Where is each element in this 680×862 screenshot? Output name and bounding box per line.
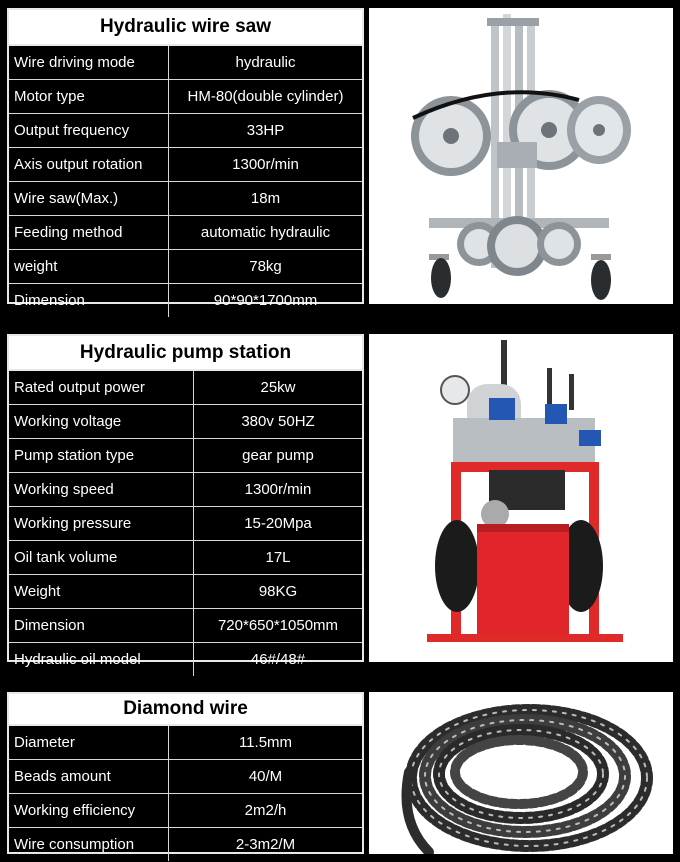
spec-value: 2-3m2/M [235,836,296,853]
diamond-wire-rows [9,726,362,861]
spec-label: Wire saw(Max.) [9,182,169,215]
spec-value: 18m [250,190,281,207]
spec-label: Beads amount [9,760,169,793]
spec-value: automatic hydraulic [200,224,331,241]
spec-value: 78kg [249,258,282,275]
spec-label: Rated output power [9,371,194,404]
spec-label: Dimension [9,284,169,317]
spec-row [9,250,362,284]
spec-value: 33HP [246,122,285,139]
spec-value: 17L [265,549,291,566]
spec-row [9,794,362,828]
spec-value: 1300r/min [232,156,299,173]
spec-row [9,726,362,760]
spec-value: 15-20Mpa [244,515,312,532]
spec-row [9,541,362,575]
spec-row [9,216,362,250]
spec-label: Output frequency [9,114,169,147]
wire-saw-section [7,8,673,309]
spec-label: Working speed [9,473,194,506]
pump-station-machine-image [369,334,673,662]
spec-value: 1300r/min [244,481,312,498]
spec-label: Axis output rotation [9,148,169,181]
pump-station-photo [369,334,673,662]
spec-value: 98KG [258,583,298,600]
spec-row [9,609,362,643]
spec-label: Diameter [9,726,169,759]
diamond-wire-title: Diamond wire [9,694,362,726]
wire-saw-photo [369,8,673,304]
spec-row [9,371,362,405]
spec-label: Wire consumption [9,828,169,861]
spec-row [9,148,362,182]
wire-saw-spec-table [7,8,364,309]
spec-value: 90*90*1700mm [213,292,318,309]
spec-row [9,114,362,148]
pump-station-section [7,334,673,668]
spec-row [9,405,362,439]
spec-label: Weight [9,575,194,608]
spec-row [9,80,362,114]
spec-label: Dimension [9,609,194,642]
spec-row [9,439,362,473]
spec-label: Working pressure [9,507,194,540]
spec-row [9,284,362,317]
spec-value: HM-80(double cylinder) [187,88,344,105]
spec-label: Wire driving mode [9,46,169,79]
wire-saw-rows [9,46,362,317]
spec-value: 46#/48# [250,651,306,668]
spec-value: 380v 50HZ [241,413,315,430]
spec-value: gear pump [242,447,314,464]
spec-label: Hydraulic oil model [9,643,194,676]
spec-row [9,182,362,216]
spec-value: 11.5mm [238,734,293,751]
diamond-wire-spec-table [7,692,364,854]
spec-value: 25kw [260,379,296,396]
wire-saw-title: Hydraulic wire saw [9,10,362,46]
spec-label: Working efficiency [9,794,169,827]
pump-station-title: Hydraulic pump station [9,336,362,371]
diamond-wire-section [7,692,673,854]
pump-station-rows [9,371,362,676]
spec-label: Oil tank volume [9,541,194,574]
diamond-wire-photo [369,692,673,854]
spec-label: Motor type [9,80,169,113]
spec-label: Working voltage [9,405,194,438]
spec-label: Pump station type [9,439,194,472]
spec-value: 40/M [248,768,283,785]
diamond-wire-coil-image [369,692,673,854]
spec-label: Feeding method [9,216,169,249]
spec-value: 2m2/h [244,802,287,819]
spec-row [9,575,362,609]
spec-value: hydraulic [235,54,296,71]
wire-saw-machine-image [369,8,673,304]
spec-row [9,46,362,80]
spec-row [9,828,362,861]
spec-row [9,643,362,676]
spec-row [9,473,362,507]
spec-row [9,507,362,541]
spec-value: 720*650*1050mm [217,617,339,634]
spec-row [9,760,362,794]
spec-label: weight [9,250,169,283]
pump-station-spec-table [7,334,364,668]
